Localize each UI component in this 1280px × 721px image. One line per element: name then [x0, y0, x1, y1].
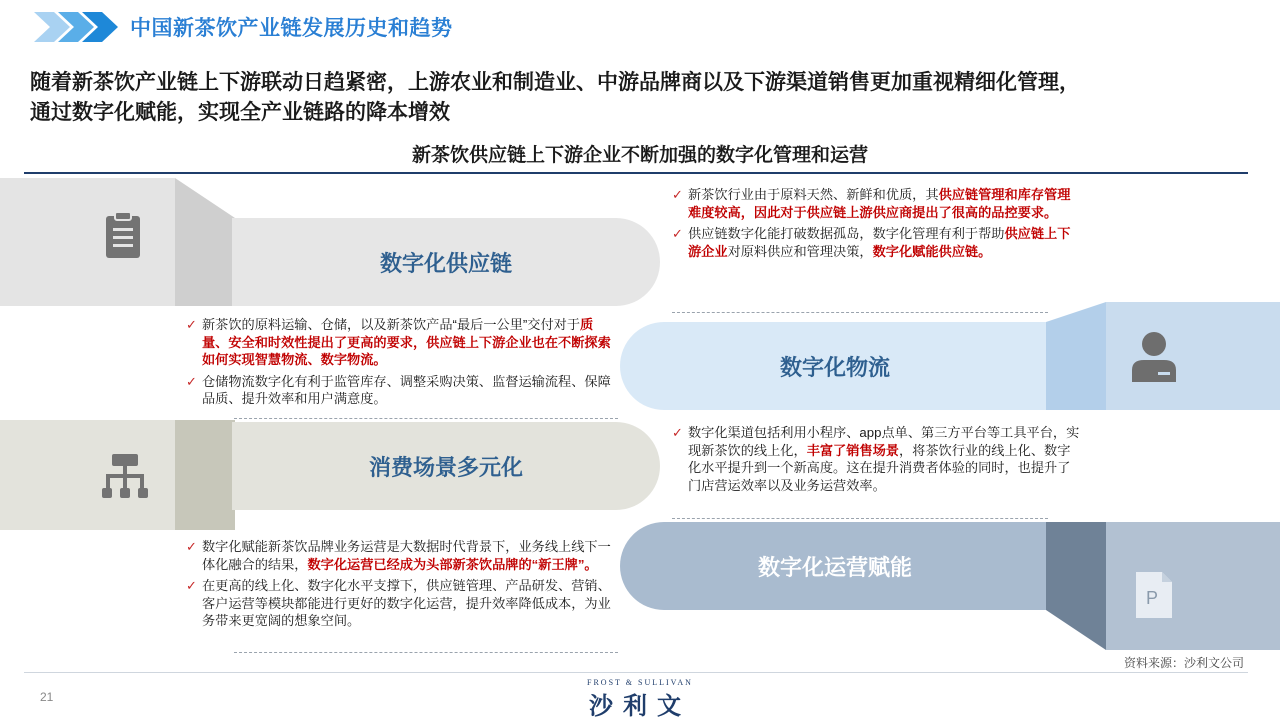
ops-bullet-2: ✓ 在更高的线上化、数字化水平支撑下，供应链管理、产品研发、营销、客户运营等模块都能进行更好的数字化运营，提升效率降低成本，为业务带来更宽阔的想象空间。: [186, 578, 611, 628]
checkmark-icon: ✓: [186, 578, 197, 593]
divider-dashed: [672, 518, 1048, 519]
logistics-band-fold: [1046, 302, 1106, 410]
headline: [30, 68, 1260, 128]
supply-bullets: [672, 186, 1080, 264]
pill-consumption-scenes: [232, 422, 660, 510]
page-title: 中国新茶饮产业链发展历史和趋势: [130, 17, 453, 40]
logistics-bullets: [186, 316, 616, 412]
logistics-bullet-1: ✓ 新茶饮的原料运输、仓储，以及新茶饮产品“最后一公里”交付对于质量、安全和时效性提出了更高的要求，供应链上下游企业也在不断探索如何实现智慧物流、数字物流。: [186, 317, 611, 367]
scene-band-fold: [175, 420, 235, 530]
checkmark-icon: ✓: [186, 539, 197, 554]
checkmark-icon: ✓: [186, 317, 197, 332]
source-note: 资料来源：沙利文公司: [1123, 656, 1244, 670]
pill-supply-chain-label: 数字化供应链: [379, 250, 512, 276]
headline-line-1: 随着新茶饮产业链上下游联动日趋紧密，上游农业和制造业、中游品牌商以及下游渠道销售更加重视精细化管理，: [30, 71, 1080, 94]
header-chevron-icon: [34, 10, 124, 44]
checkmark-icon: ✓: [672, 226, 683, 241]
scene-bullets: [672, 424, 1080, 498]
brand-wordmark-cn: 沙利文: [589, 693, 691, 720]
checkmark-icon: ✓: [186, 373, 197, 389]
supply-band-fold: [175, 178, 235, 306]
document-icon-letter: P: [1146, 588, 1159, 608]
divider-dashed: [234, 418, 618, 419]
org-chart-icon: [100, 452, 150, 502]
pill-digital-operations: [620, 522, 1050, 610]
pill-consumption-scenes-label: 消费场景多元化: [368, 454, 523, 480]
divider-dashed: [234, 652, 618, 653]
section-title: 新茶饮供应链上下游企业不断加强的数字化管理和运营: [411, 145, 868, 166]
footer-divider: [24, 672, 1248, 673]
ops-band-fold: [1046, 522, 1106, 650]
person-icon: [1130, 330, 1178, 382]
divider-dashed: [672, 312, 1048, 313]
clipboard-icon: [104, 210, 142, 260]
logistics-bullet-2: ✓ 仓储物流数字化有利于监管库存、调整采购决策、监督运输流程、保障品质、提升效率和用户满意度。: [186, 373, 611, 406]
supply-bullet-2: ✓ 供应链数字化能打破数据孤岛，数字化管理有利于帮助供应链上下游企业对原料供应和管理决策，数字化赋能供应链。: [672, 226, 1071, 259]
title-divider: [24, 172, 1248, 174]
pill-digital-operations-label: 数字化运营赋能: [757, 554, 912, 580]
pill-logistics-label: 数字化物流: [779, 354, 890, 380]
supply-band: [0, 178, 175, 306]
pill-logistics: [620, 322, 1050, 410]
supply-bullet-1: ✓ 新茶饮行业由于原料天然、新鲜和优质，其供应链管理和库存管理难度较高，因此对于供应链上游供应商提出了很高的品控要求。: [672, 187, 1071, 220]
checkmark-icon: ✓: [672, 425, 683, 440]
page-number: 21: [40, 690, 54, 704]
scene-bullet-1: ✓ 数字化渠道包括利用小程序、app点单、第三方平台等工具平台，实现新茶饮的线上化，丰富了销售场景，将茶饮行业的线上化、数字化水平提升到一个新高度。这在提升消费者体验的同时，也提升了门店营运效率以及业务运营效率。: [672, 425, 1080, 493]
ops-band: [1106, 522, 1280, 650]
checkmark-icon: ✓: [672, 187, 683, 202]
headline-line-2: 通过数字化赋能，实现全产业链路的降本增效: [30, 101, 450, 124]
ops-bullet-1: ✓ 数字化赋能新茶饮品牌业务运营是大数据时代背景下，业务线上线下一体化融合的结果，数字化运营已经成为头部新茶饮品牌的“新王牌”。: [186, 539, 611, 572]
brand-wordmark-en: FROST & SULLIVAN: [587, 678, 693, 687]
ops-bullets: [186, 538, 616, 634]
pill-supply-chain: [232, 218, 660, 306]
